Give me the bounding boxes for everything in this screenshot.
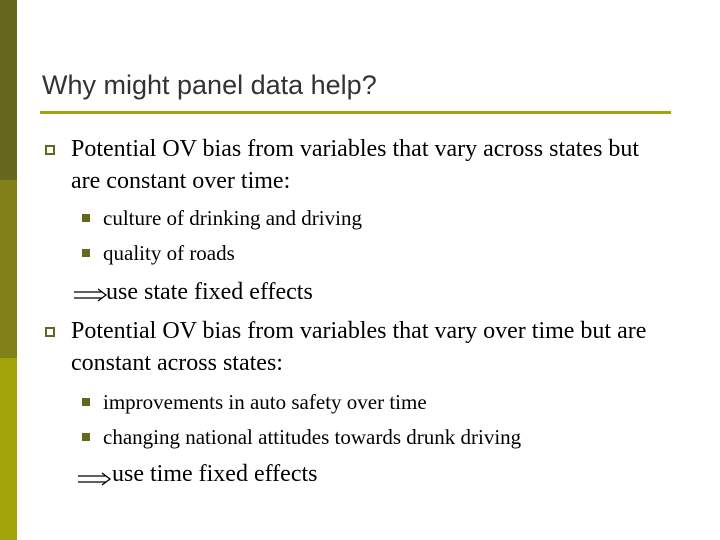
strip-segment-mid <box>0 180 17 358</box>
double-arrow-right-icon <box>74 288 108 302</box>
bullet-square-icon <box>45 145 55 155</box>
sub-bullet-icon <box>82 398 90 406</box>
sub-bullet-icon <box>82 249 90 257</box>
conclusion-2: use time fixed effects <box>112 461 318 487</box>
double-arrow-right-icon <box>78 472 112 486</box>
bullet-text-2: Potential OV bias from variables that vary over time but are constant across states: <box>71 318 647 376</box>
bullet-square-icon <box>45 327 55 337</box>
sub-bullet-icon <box>82 214 90 222</box>
slide-title: Why might panel data help? <box>42 70 377 100</box>
sub-bullet-icon <box>82 433 90 441</box>
side-accent-strip <box>0 0 17 540</box>
conclusion-1: use state fixed effects <box>106 279 313 305</box>
strip-segment-light <box>0 358 17 540</box>
sub-item-1-2: quality of roads <box>103 241 235 265</box>
sub-item-2-1: improvements in auto safety over time <box>103 390 427 414</box>
sub-item-2-2: changing national attitudes towards drunk driving <box>103 425 522 449</box>
strip-segment-dark <box>0 0 17 180</box>
bullet-text-1: Potential OV bias from variables that vary across states but are constant over time: <box>71 136 640 194</box>
sub-item-1-1: culture of drinking and driving <box>103 206 362 230</box>
title-underline <box>40 111 671 114</box>
